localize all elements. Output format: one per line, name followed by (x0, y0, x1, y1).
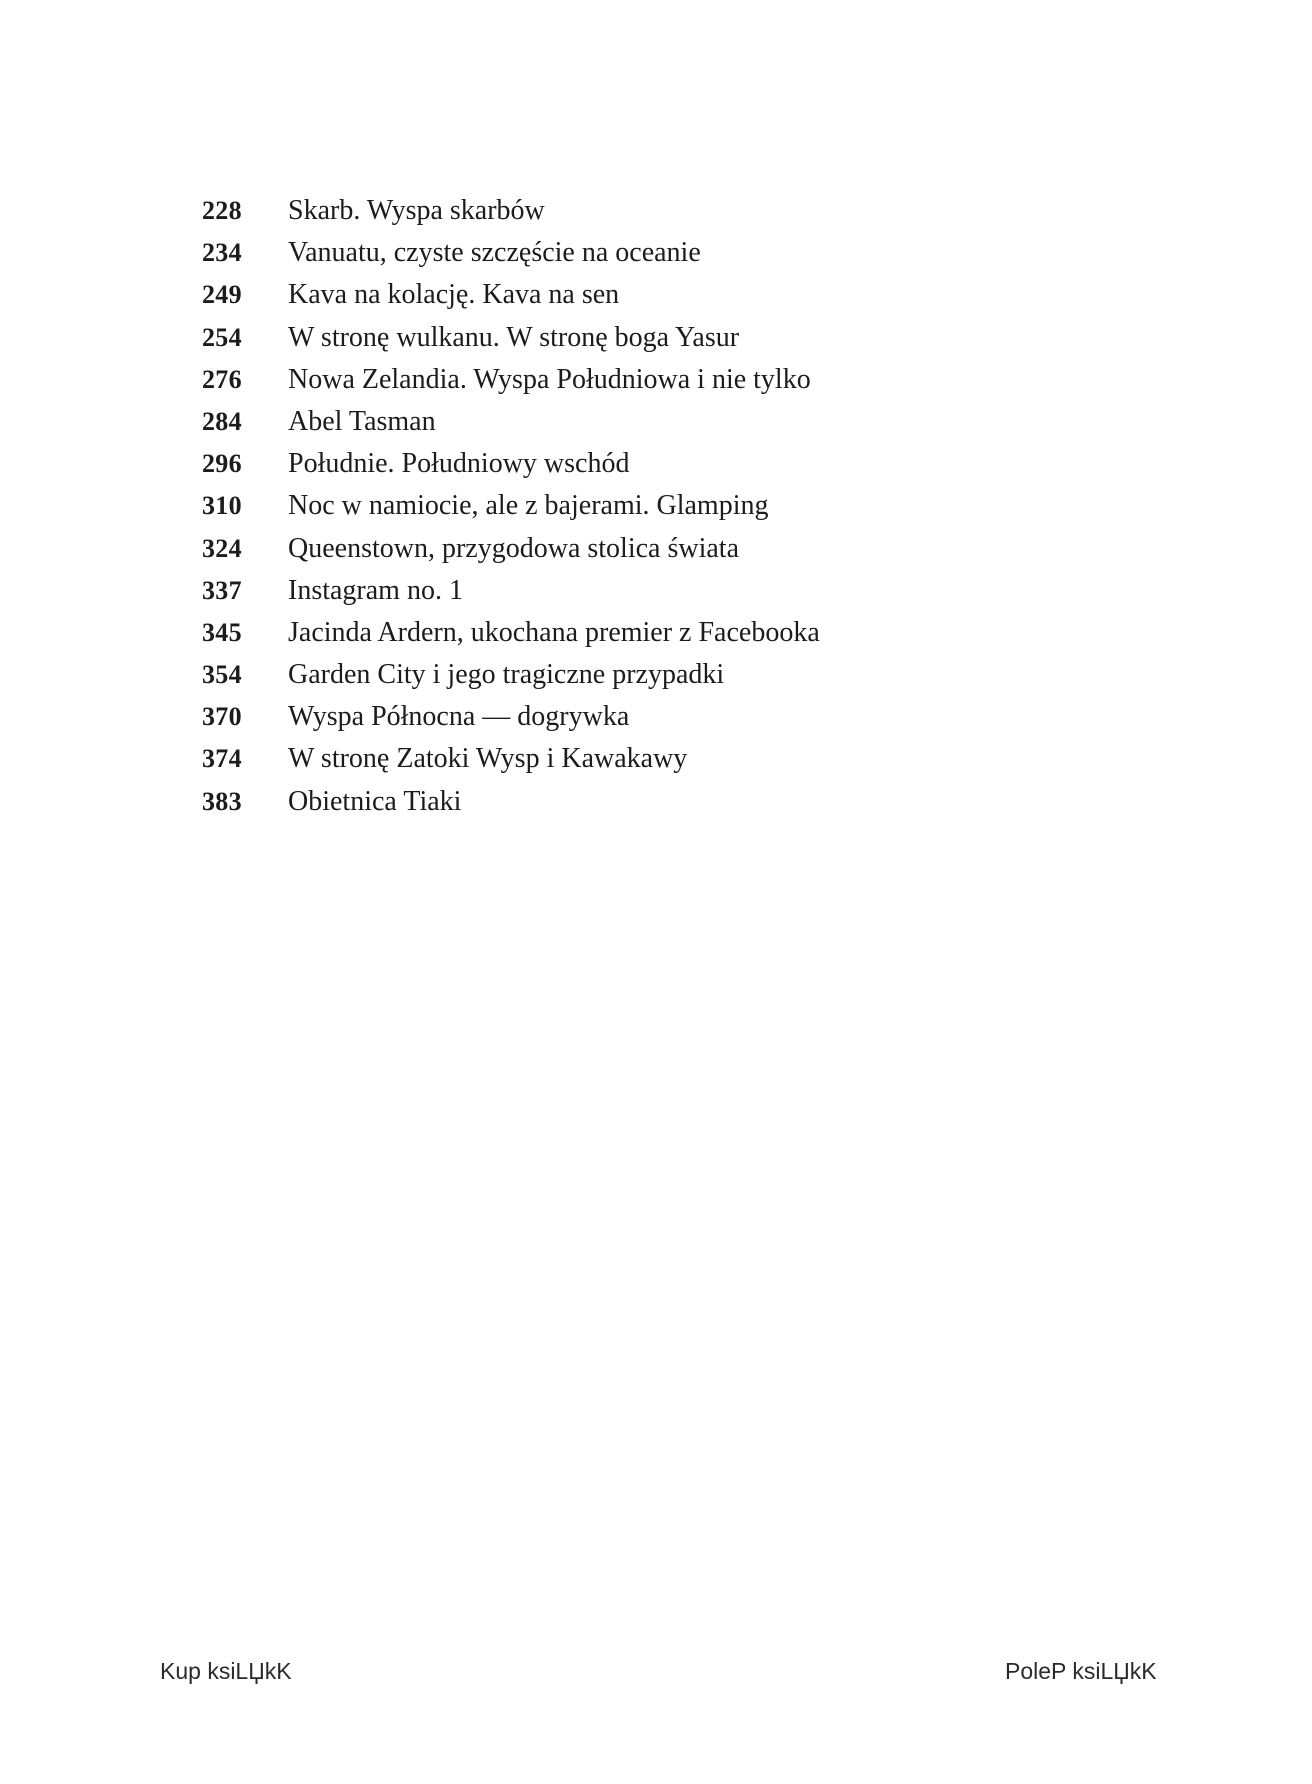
toc-page-number: 284 (202, 406, 242, 436)
toc-entry (202, 738, 1102, 780)
toc-chapter-title: Vanuatu, czyste szczęście na oceanie (288, 237, 701, 269)
toc-chapter-title: Kava na kolację. Kava na sen (288, 279, 620, 311)
toc-entry (202, 696, 1102, 738)
toc-chapter-title: Obietnica Tiaki (288, 785, 462, 817)
toc-chapter-title: Południe. Południowy wschód (288, 448, 630, 480)
toc-entry (202, 570, 1102, 612)
toc-page-number: 324 (202, 533, 242, 563)
toc-chapter-title: Queenstown, przygodowa stolica świata (288, 532, 739, 564)
toc-entry (202, 190, 1102, 232)
toc-entry (202, 485, 1102, 527)
toc-chapter-title: Nowa Zelandia. Wyspa Południowa i nie tylko (288, 363, 811, 395)
toc-page-number: 249 (202, 280, 242, 310)
toc-chapter-title: Jacinda Ardern, ukochana premier z Facebooka (288, 616, 820, 648)
toc-entry (202, 612, 1102, 654)
toc-chapter-title: Garden City i jego tragiczne przypadki (288, 659, 725, 691)
toc-page-number: 370 (202, 702, 242, 732)
buy-book-link[interactable]: Kup ksiLЏkK (160, 1658, 292, 1684)
toc-page-number: 228 (202, 196, 242, 225)
toc-entry (202, 528, 1102, 570)
toc-entry (202, 654, 1102, 696)
toc-entry (202, 781, 1102, 823)
toc-entry (202, 443, 1102, 485)
toc-page-number: 310 (202, 491, 242, 521)
toc-entry (202, 274, 1102, 316)
table-of-contents (202, 190, 1102, 823)
toc-page-number: 354 (202, 660, 242, 690)
toc-page-number: 276 (202, 364, 242, 394)
toc-chapter-title: Noc w namiocie, ale z bajerami. Glamping (288, 490, 769, 522)
toc-page-number: 234 (202, 238, 242, 268)
toc-entry (202, 359, 1102, 401)
toc-chapter-title: W stronę Zatoki Wysp i Kawakawy (288, 743, 688, 775)
toc-page-number: 374 (202, 744, 242, 774)
toc-entry (202, 317, 1102, 359)
toc-page-number: 254 (202, 322, 242, 352)
toc-chapter-title: Wyspa Północna — dogrywka (288, 701, 630, 733)
toc-page-number: 337 (202, 575, 242, 605)
toc-page-number: 383 (202, 786, 242, 816)
toc-page-number: 296 (202, 449, 242, 479)
toc-entry (202, 232, 1102, 274)
toc-page-number: 345 (202, 617, 242, 647)
toc-chapter-title: Instagram no. 1 (288, 574, 463, 606)
toc-chapter-title: Abel Tasman (288, 405, 436, 437)
toc-chapter-title: Skarb. Wyspa skarbów (288, 195, 545, 226)
recommend-book-link[interactable]: PoleP ksiLЏkK (1005, 1658, 1157, 1684)
toc-chapter-title: W stronę wulkanu. W stronę boga Yasur (288, 321, 740, 353)
toc-entry (202, 401, 1102, 443)
